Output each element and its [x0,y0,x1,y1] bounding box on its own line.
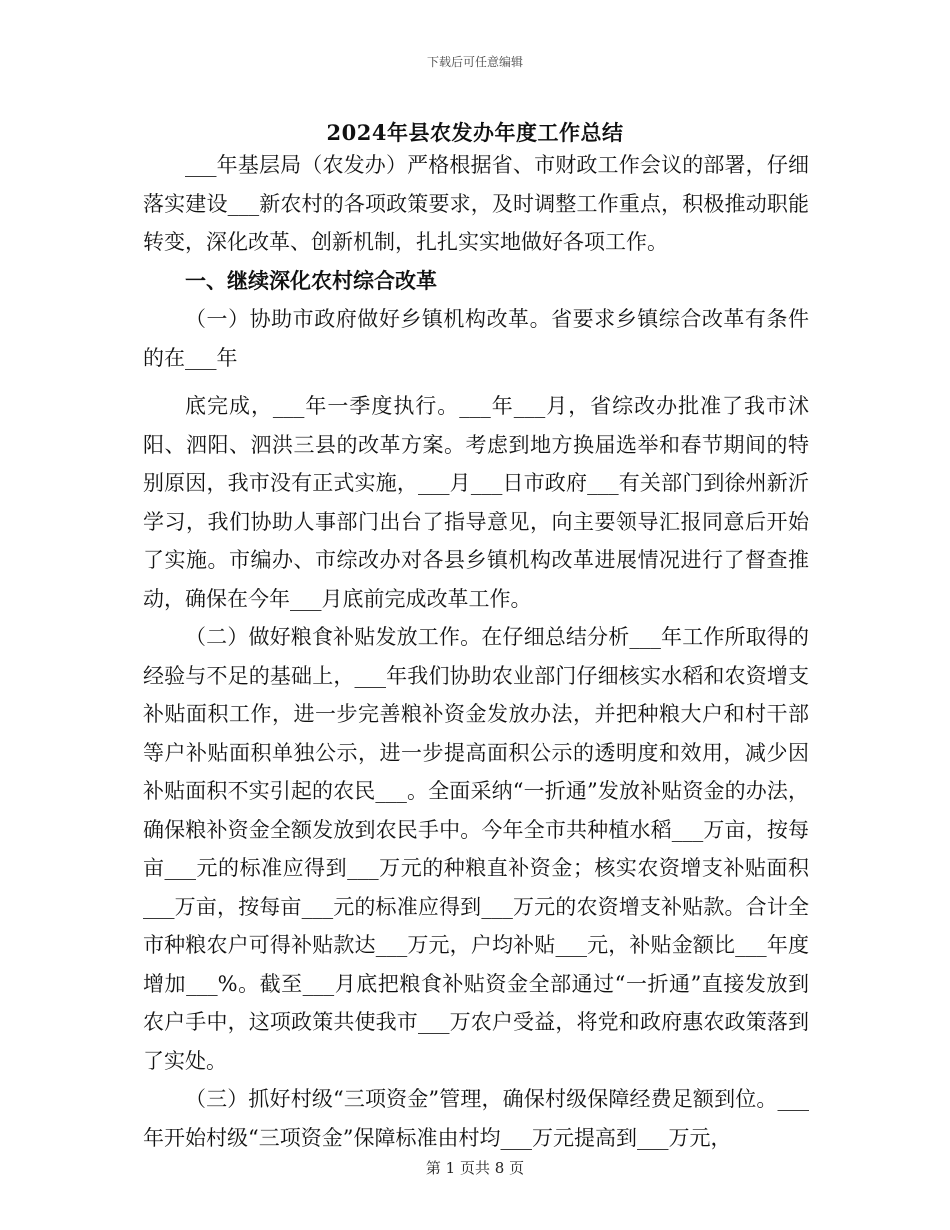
page-footer: 第 1 页共 8 页 [425,1159,525,1177]
header-note: 下载后可任意编辑 [426,55,523,69]
paragraph-item-1-continued: 底完成，___年一季度执行。___年___月，省综改办批准了我市沭阳、泗阳、泗洪三县的改革方案。考虑到地方换届选举和春节期间的特别原因，我市没有正式实施，___月___日市政府___有关部门到徐州新沂学习，我们协助人事部门出台了指导意见，向主要领导汇报同意后开始了实施。市编办、市综改办对各县乡镇机构改革进展情况进行了督查推动，确保在今年___月底前完成改革工作。 [143,394,809,611]
document-body [143,146,809,1157]
document-title: 2024年县农发办年度工作总结 [326,120,624,145]
section-heading: 一、继续深化农村综合改革 [185,267,437,293]
paragraph-intro: ___年基层局（农发办）严格根据省、市财政工作会议的部署，仔细落实建设___新农村的各项政策要求，及时调整工作重点，积极推动职能转变，深化改革、创新机制，扎扎实实地做好各项工作。 [143,153,809,254]
paragraph-item-1: （一）协助市政府做好乡镇机构改革。省要求乡镇综合改革有条件的在___年 [143,307,809,370]
paragraph-item-2: （二）做好粮食补贴发放工作。在仔细总结分析___年工作所取得的经验与不足的基础上，___年我们协助农业部门仔细核实水稻和农资增支补贴面积工作，进一步完善粮补资金发放办法，并把种粮大户和村干部等户补贴面积单独公示，进一步提高面积公示的透明度和效用，减少因补贴面积不实引起的农民___。全面采纳“一折通”发放补贴资金的办法，确保粮补资金全额发放到农民手中。今年全市共种植水稻___万亩，按每亩___元的标准应得到___万元的种粮直补资金；核实农资增支补贴面积___万亩，按每亩___元的标准应得到___万元的农资增支补贴款。合计全市种粮农户可得补贴款达___万元，户均补贴___元，补贴金额比___年度增加___%。截至___月底把粮食补贴资金全部通过“一折通”直接发放到农户手中，这项政策共使我市___万农户受益，将党和政府惠农政策落到了实处。 [143,625,809,1073]
paragraph-item-3: （三）抓好村级“三项资金”管理，确保村级保障经费足额到位。___年开始村级“三项资金”保障标准由村均___万元提高到___万元， [143,1087,809,1150]
